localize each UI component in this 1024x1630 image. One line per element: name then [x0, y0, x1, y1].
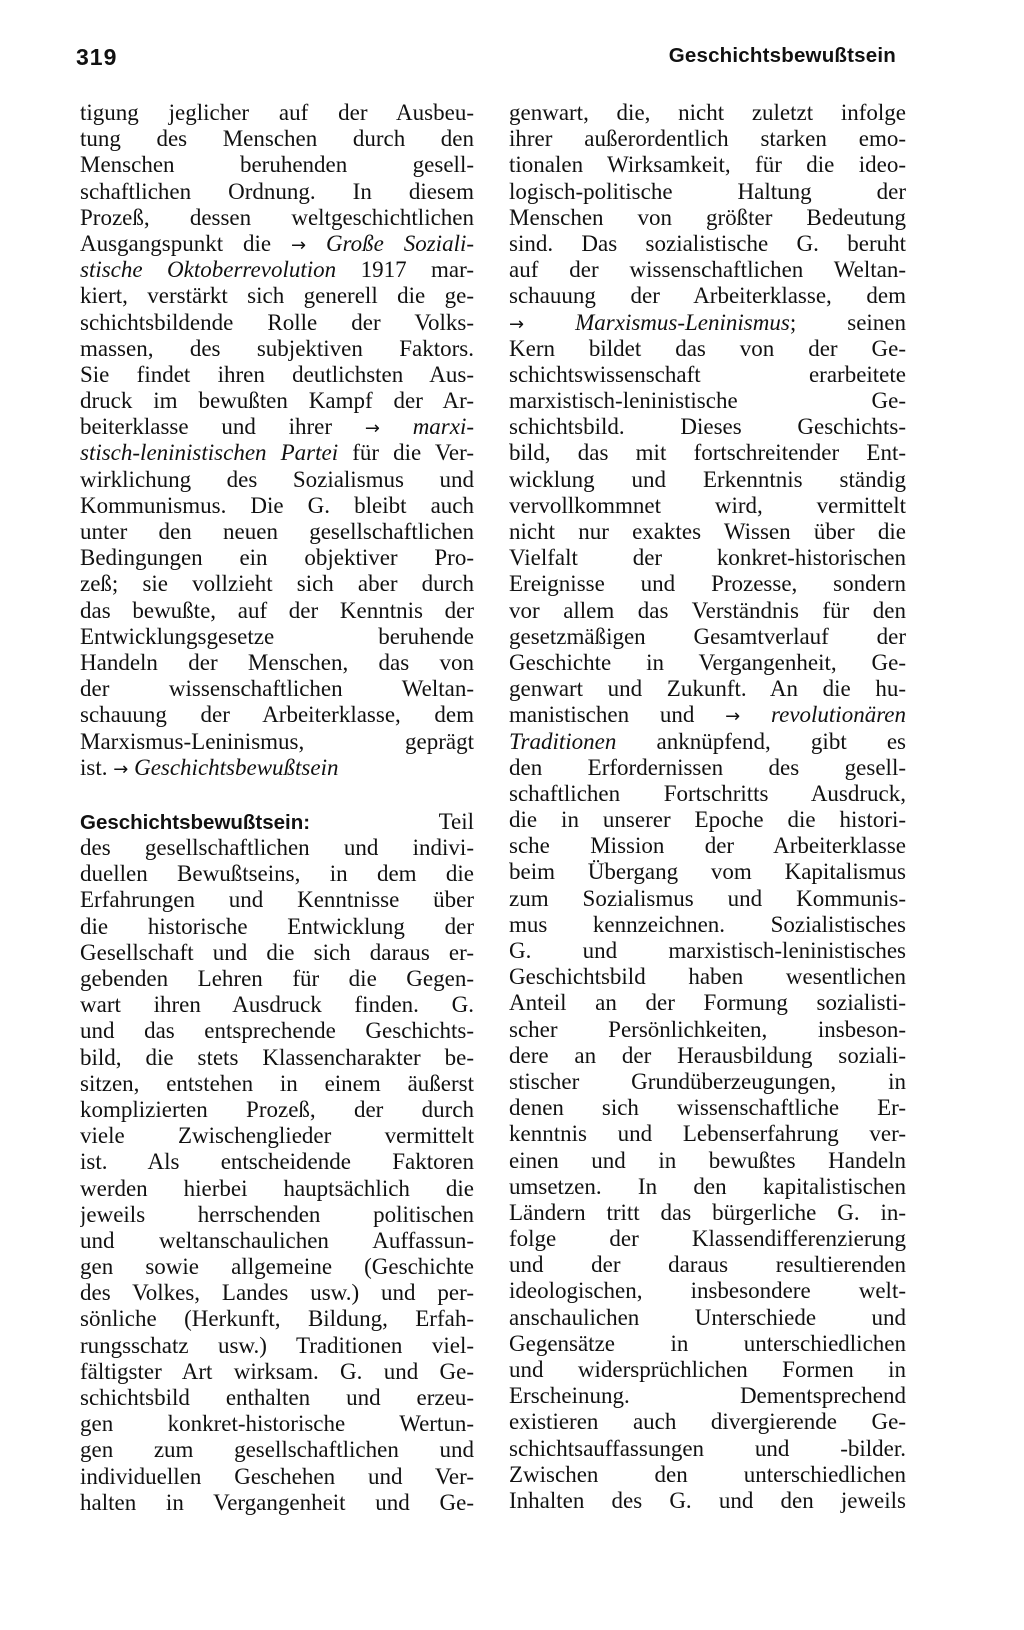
cross-reference-arrow-icon: → — [113, 758, 129, 780]
text: Teil — [438, 808, 474, 834]
text-line: des Volkes, Landes usw.) und per- — [80, 1280, 474, 1306]
text-line: ideologischen, insbesondere welt- — [509, 1278, 906, 1304]
cross-reference-arrow-icon: → — [364, 418, 380, 440]
entry-heading-line — [80, 809, 474, 835]
text-line: wart ihren Ausdruck finden. G. — [80, 992, 474, 1018]
text-line: gen sowie allgemeine (Geschichte — [80, 1254, 474, 1280]
text-line: schichtsbild enthalten und erzeu- — [80, 1385, 474, 1410]
text-line: Geschichte in Vergangenheit, Ge- — [509, 649, 906, 675]
text-line: schaftlichen Fortschritts Ausdruck, — [509, 780, 906, 806]
text: manistischen und — [509, 702, 695, 728]
cross-reference: marxi- — [412, 414, 474, 440]
text-line: halten in Vergangenheit und Ge- — [80, 1489, 474, 1515]
text-line: Erscheinung. Dementsprechend — [509, 1383, 906, 1409]
text-line: und weltanschaulichen Auffassun- — [80, 1227, 474, 1253]
text: Ausgangspunkt die — [80, 230, 272, 256]
cross-reference: Geschichtsbewußtsein — [134, 754, 339, 780]
text-line: Bedingungen ein objektiver Pro- — [80, 545, 474, 571]
text-line: rungsschatz usw.) Traditionen viel- — [80, 1332, 474, 1358]
text-line: schichtswissenschaft erarbeitete — [509, 361, 906, 387]
text-line: sitzen, entstehen in einem äußerst — [80, 1070, 474, 1096]
text-line: wicklung und Erkenntnis ständig — [509, 466, 906, 492]
text-line: Sie findet ihren deutlichsten Aus- — [80, 361, 474, 387]
text-line: G. und marxistisch-leninistisches — [509, 938, 906, 963]
text-line: die historische Entwicklung der — [80, 913, 474, 939]
text-line: Menschen beruhenden gesell- — [80, 152, 474, 178]
text-line: Ereignisse und Prozesse, sondern — [509, 571, 906, 597]
text-line — [80, 414, 474, 440]
right-column — [509, 100, 906, 1514]
text-line: Erfahrungen und Kenntnisse über — [80, 887, 474, 913]
text-line: Vielfalt der konkret-historischen — [509, 545, 906, 571]
cross-reference-arrow-icon: → — [290, 234, 307, 256]
text-line: jeweils herrschenden politischen — [80, 1201, 474, 1227]
cross-reference: Traditionen — [509, 728, 617, 754]
text-line: Ländern tritt das bürgerliche G. in- — [509, 1199, 906, 1225]
text-line: individuellen Geschehen und Ver- — [80, 1463, 474, 1489]
text: für die Ver- — [352, 440, 474, 466]
text-line: Marxismus-Leninismus, geprägt — [80, 728, 474, 754]
text-line: des gesellschaftlichen und indivi- — [80, 835, 474, 861]
text-line: existieren auch divergierende Ge- — [509, 1409, 906, 1435]
text-line: Entwicklungsgesetze beruhende — [80, 623, 474, 649]
text-line: Inhalten des G. und den jeweils — [509, 1487, 906, 1513]
text-line: duellen Bewußtseins, in dem die — [80, 861, 474, 887]
text-line — [80, 257, 474, 283]
text-line: bild, die stets Klassencharakter be- — [80, 1044, 474, 1070]
text-line: Kommunismus. Die G. bleibt auch — [80, 492, 474, 518]
text-line: denen sich wissenschaftliche Er- — [509, 1095, 906, 1121]
cross-reference-arrow-icon: → — [725, 706, 741, 728]
entry-headword: Geschichtsbewußtsein: — [80, 810, 311, 834]
text-line: druck im bewußten Kampf der Ar- — [80, 388, 474, 414]
text-line: vor allem das Verständnis für den — [509, 597, 906, 623]
text-line — [80, 440, 474, 466]
text-line: nicht nur exaktes Wissen über die — [509, 519, 906, 544]
text-line: auf der wissenschaftlichen Weltan- — [509, 257, 906, 283]
text: ist. — [80, 754, 108, 780]
text-line: genwart, die, nicht zuletzt infolge — [509, 100, 906, 125]
text-line: schaftlichen Ordnung. In diesem — [80, 178, 474, 204]
text-line: vervollkommnet wird, vermittelt — [509, 492, 906, 518]
text-line: kenntnis und Lebenserfahrung ver- — [509, 1121, 906, 1147]
cross-reference: Große Soziali- — [325, 230, 474, 256]
text-line: schichtsbildende Rolle der Volks- — [80, 309, 474, 335]
text-line: schauung der Arbeiterklasse, dem — [509, 283, 906, 309]
text-line: und der daraus resultierenden — [509, 1252, 906, 1278]
text-line: Kern bildet das von der Ge- — [509, 335, 906, 361]
text: 1917 mar- — [360, 257, 474, 283]
cross-reference: stisch-leninistischen Partei — [80, 440, 339, 466]
text-line: zeß; sie vollzieht sich aber durch — [80, 571, 474, 597]
text-line — [80, 231, 474, 257]
text-line — [509, 729, 906, 755]
text-line: gen konkret-historische Wertun- — [80, 1411, 474, 1437]
text-line: Anteil an der Formung sozialisti- — [509, 990, 906, 1016]
running-head: Geschichtsbewußtsein — [668, 44, 896, 67]
page-header — [76, 44, 896, 84]
text-line: einen und in bewußtes Handeln — [509, 1147, 906, 1173]
text-line — [80, 755, 474, 781]
text-line: Zwischen den unterschiedlichen — [509, 1461, 906, 1487]
text-line: gesetzmäßigen Gesamtverlauf der — [509, 623, 906, 649]
text: ; seinen — [789, 309, 906, 335]
text-line: Geschichtsbild haben wesentlichen — [509, 964, 906, 990]
text-line: fältigster Art wirksam. G. und Ge- — [80, 1358, 474, 1384]
text-line: tionalen Wirksamkeit, für die ideo- — [509, 152, 906, 178]
text-line: die in unserer Epoche die histori- — [509, 807, 906, 833]
text-line: komplizierten Prozeß, der durch — [80, 1096, 474, 1122]
text-line: stischer Grundüberzeugungen, in — [509, 1068, 906, 1094]
text-line: wirklichung des Sozialismus und — [80, 466, 474, 492]
text-line: kiert, verstärkt sich generell die ge- — [80, 283, 474, 309]
cross-reference: revolutionären — [771, 702, 906, 728]
text-line: folge der Klassendifferenzierung — [509, 1226, 906, 1252]
text-line: zum Sozialismus und Kommunis- — [509, 885, 906, 911]
text-line: viele Zwischenglieder vermittelt — [80, 1123, 474, 1149]
text-line: und widersprüchlichen Formen in — [509, 1357, 906, 1382]
text-line: unter den neuen gesellschaftlichen — [80, 519, 474, 544]
text: anknüpfend, gibt es — [656, 728, 906, 754]
text-line: genwart und Zukunft. An die hu- — [509, 676, 906, 702]
text-line: tigung jeglicher auf der Ausbeu- — [80, 100, 474, 125]
text-line: beim Übergang vom Kapitalismus — [509, 859, 906, 885]
text-line: bild, das mit fortschreitender Ent- — [509, 440, 906, 466]
text-line: mus kennzeichnen. Sozialistisches — [509, 911, 906, 937]
text-line: schichtsbild. Dieses Geschichts- — [509, 414, 906, 440]
text-line: tung des Menschen durch den — [80, 126, 474, 152]
text-line: sche Mission der Arbeiterklasse — [509, 833, 906, 859]
text-line: sönliche (Herkunft, Bildung, Erfah- — [80, 1306, 474, 1332]
text-line: das bewußte, auf der Kenntnis der — [80, 597, 474, 623]
text-line: werden hierbei hauptsächlich die — [80, 1175, 474, 1201]
text-line: anschaulichen Unterschiede und — [509, 1304, 906, 1330]
text-line: Handeln der Menschen, das von — [80, 649, 474, 675]
text-line: marxistisch-leninistische Ge- — [509, 388, 906, 414]
text-line — [509, 702, 906, 728]
text: beiterklasse und ihrer — [80, 414, 333, 440]
text-line: dere an der Herausbildung soziali- — [509, 1042, 906, 1068]
text-line: schauung der Arbeiterklasse, dem — [80, 702, 474, 728]
text-line: gebenden Lehren für die Gegen- — [80, 966, 474, 991]
text-line: sind. Das sozialistische G. beruht — [509, 230, 906, 256]
text-line: umsetzen. In den kapitalistischen — [509, 1173, 906, 1199]
paragraph-gap — [80, 781, 474, 809]
left-column — [80, 100, 474, 1516]
text-line: der wissenschaftlichen Weltan- — [80, 676, 474, 702]
text-line: logisch-politische Haltung der — [509, 178, 906, 204]
text-line: gen zum gesellschaftlichen und — [80, 1437, 474, 1463]
text-line: Menschen von größter Bedeutung — [509, 204, 906, 230]
text-line: schichtsauffassungen und -bilder. — [509, 1435, 906, 1461]
text-line: den Erfordernissen des gesell- — [509, 754, 906, 780]
text-line — [509, 310, 906, 336]
text-line: Gesellschaft und die sich daraus er- — [80, 939, 474, 965]
text-line: massen, des subjektiven Faktors. — [80, 335, 474, 361]
text-line: Gegensätze in unterschiedlichen — [509, 1330, 906, 1356]
text-line: ihrer außerordentlich starken emo- — [509, 126, 906, 152]
page-number: 319 — [76, 44, 118, 70]
text-line: und das entsprechende Geschichts- — [80, 1018, 474, 1044]
cross-reference: Marxismus-Leninismus — [575, 309, 790, 335]
text-line: ist. Als entscheidende Faktoren — [80, 1149, 474, 1175]
cross-reference: stische Oktoberrevolution — [80, 257, 337, 283]
text-line: Prozeß, dessen weltgeschichtlichen — [80, 204, 474, 230]
cross-reference-arrow-icon: → — [509, 313, 525, 335]
text-line: scher Persönlichkeiten, insbeson- — [509, 1016, 906, 1042]
